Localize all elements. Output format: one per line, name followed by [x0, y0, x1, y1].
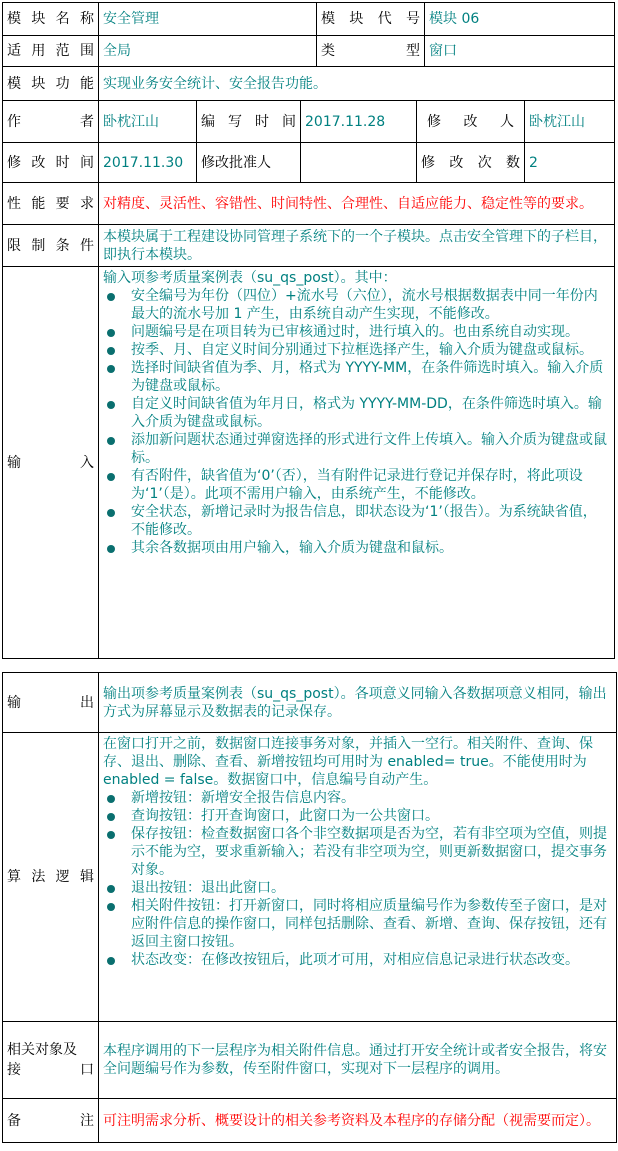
remarks-label: 备 注	[3, 1099, 99, 1143]
input-list	[103, 287, 610, 557]
list-item: 保存按钮：检查数据窗口各个非空数据项是否为空，若有非空项为空值，则提示不能为空，要求重新输入；若没有非空项为空，则更新数据窗口，提交事务对象。	[103, 825, 612, 879]
algorithm-value	[99, 733, 617, 1022]
list-item: 其余各数据项由用户输入，输入介质为键盘和鼠标。	[103, 539, 610, 557]
list-item: 新增按钮：新增安全报告信息内容。	[103, 789, 612, 807]
module-code-value: 模块 06	[425, 3, 615, 36]
modifier-label: 修 改 人	[417, 101, 525, 143]
scope-value: 全局	[99, 36, 317, 67]
scope-label: 适 用 范 围	[3, 36, 99, 67]
row-output	[3, 673, 617, 733]
input-label: 输 入	[3, 267, 99, 659]
modify-time-label: 修 改 时 间	[3, 143, 99, 183]
list-item: 退出按钮：退出此窗口。	[103, 879, 612, 897]
row-author	[3, 101, 615, 143]
row-constraints	[3, 225, 615, 267]
list-item: 自定义时间缺省值为年月日，格式为 YYYY-MM-DD，在条件筛选时填入。输入介质为键盘或鼠标。	[103, 395, 610, 431]
row-modify-time	[3, 143, 615, 183]
algorithm-list	[103, 789, 612, 969]
performance-value: 对精度、灵活性、容错性、时间特性、合理性、自适应能力、稳定性等的要求。	[99, 183, 615, 225]
type-label: 类 型	[317, 36, 425, 67]
list-item: 问题编号是在项目转为已审核通过时，进行填入的。也由系统自动实现。	[103, 323, 610, 341]
type-value: 窗口	[425, 36, 615, 67]
author-value: 卧枕江山	[99, 101, 197, 143]
approver-value	[301, 143, 417, 183]
list-item: 按季、月、自定义时间分别通过下拉框选择产生，输入介质为键盘或鼠标。	[103, 341, 610, 359]
row-remarks	[3, 1099, 617, 1143]
list-item: 安全编号为年份（四位）+流水号（六位），流水号根据数据表中同一年份内最大的流水号加 1 产生，由系统自动产生实现，不能修改。	[103, 287, 610, 323]
list-item: 选择时间缺省值为季、月，格式为 YYYY-MM，在条件筛选时填入。输入介质为键盘或鼠标。	[103, 359, 610, 395]
list-item: 有否附件，缺省值为‘0’（否），当有附件记录进行登记并保存时，将此项设为‘1’（是）。此项不需用户输入，由系统产生，不能修改。	[103, 467, 610, 503]
interface-label: 相关对象及 接 口	[3, 1022, 99, 1099]
row-scope	[3, 36, 615, 67]
write-time-value: 2017.11.28	[301, 101, 417, 143]
list-item: 添加新问题状态通过弹窗选择的形式进行文件上传填入。输入介质为键盘或鼠标。	[103, 431, 610, 467]
performance-label: 性 能 要 求	[3, 183, 99, 225]
author-label: 作 者	[3, 101, 99, 143]
list-item: 状态改变：在修改按钮后，此项才可用，对相应信息记录进行状态改变。	[103, 951, 612, 969]
approver-label: 修改批准人	[197, 143, 301, 183]
remarks-value: 可注明需求分析、概要设计的相关参考资料及本程序的存储分配（视需要而定）。	[99, 1099, 617, 1143]
row-interface	[3, 1022, 617, 1099]
algorithm-intro: 在窗口打开之前，数据窗口连接事务对象，并插入一空行。相关附件、查询、保存、退出、删除、查看、新增按钮均可用时为 enabled= true。不能使用时为 enabled = false。数据窗口中，信息编号自动产生。	[103, 736, 593, 788]
function-value: 实现业务安全统计、安全报告功能。	[99, 67, 615, 101]
list-item: 相关附件按钮：打开新窗口，同时将相应质量编号作为参数传至子窗口，是对应附件信息的操作窗口，同样包括删除、查看、新增、查询、保存按钮，还有返回主窗口按钮。	[103, 897, 612, 951]
row-function	[3, 67, 615, 101]
row-module-name	[3, 3, 615, 36]
function-label: 模 块 功 能	[3, 67, 99, 101]
row-input	[3, 267, 615, 659]
write-time-label: 编 写 时 间	[197, 101, 301, 143]
row-algorithm	[3, 733, 617, 1022]
output-label: 输 出	[3, 673, 99, 733]
modify-count-value: 2	[525, 143, 615, 183]
list-item: 安全状态，新增记录时为报告信息，即状态设为‘1’（报告）。为系统缺省值，不能修改。	[103, 503, 610, 539]
input-intro: 输入项参考质量案例表（su_qs_post）。其中：	[103, 270, 397, 286]
modify-count-label: 修 改 次 数	[417, 143, 525, 183]
list-item: 查询按钮：打开查询窗口，此窗口为一公共窗口。	[103, 807, 612, 825]
interface-value: 本程序调用的下一层程序为相关附件信息。通过打开安全统计或者安全报告，将安全问题编号作为参数，传至附件窗口，实现对下一层程序的调用。	[99, 1022, 617, 1099]
constraints-value: 本模块属于工程建设协同管理子系统下的一个子模块。点击安全管理下的子栏目，即执行本模块。	[99, 225, 615, 267]
modifier-value: 卧枕江山	[525, 101, 615, 143]
row-performance	[3, 183, 615, 225]
input-value	[99, 267, 615, 659]
constraints-label: 限 制 条 件	[3, 225, 99, 267]
module-code-label: 模 块 代 号	[317, 3, 425, 36]
module-spec-table-bottom	[2, 672, 617, 1143]
output-value: 输出项参考质量案例表（su_qs_post）。各项意义同输入各数据项意义相同，输出方式为屏幕显示及数据表的记录保存。	[99, 673, 617, 733]
modify-time-value: 2017.11.30	[99, 143, 197, 183]
module-name-label: 模 块 名 称	[3, 3, 99, 36]
algorithm-label: 算 法 逻 辑	[3, 733, 99, 1022]
module-spec-table-top	[2, 2, 615, 659]
module-name-value: 安全管理	[99, 3, 317, 36]
